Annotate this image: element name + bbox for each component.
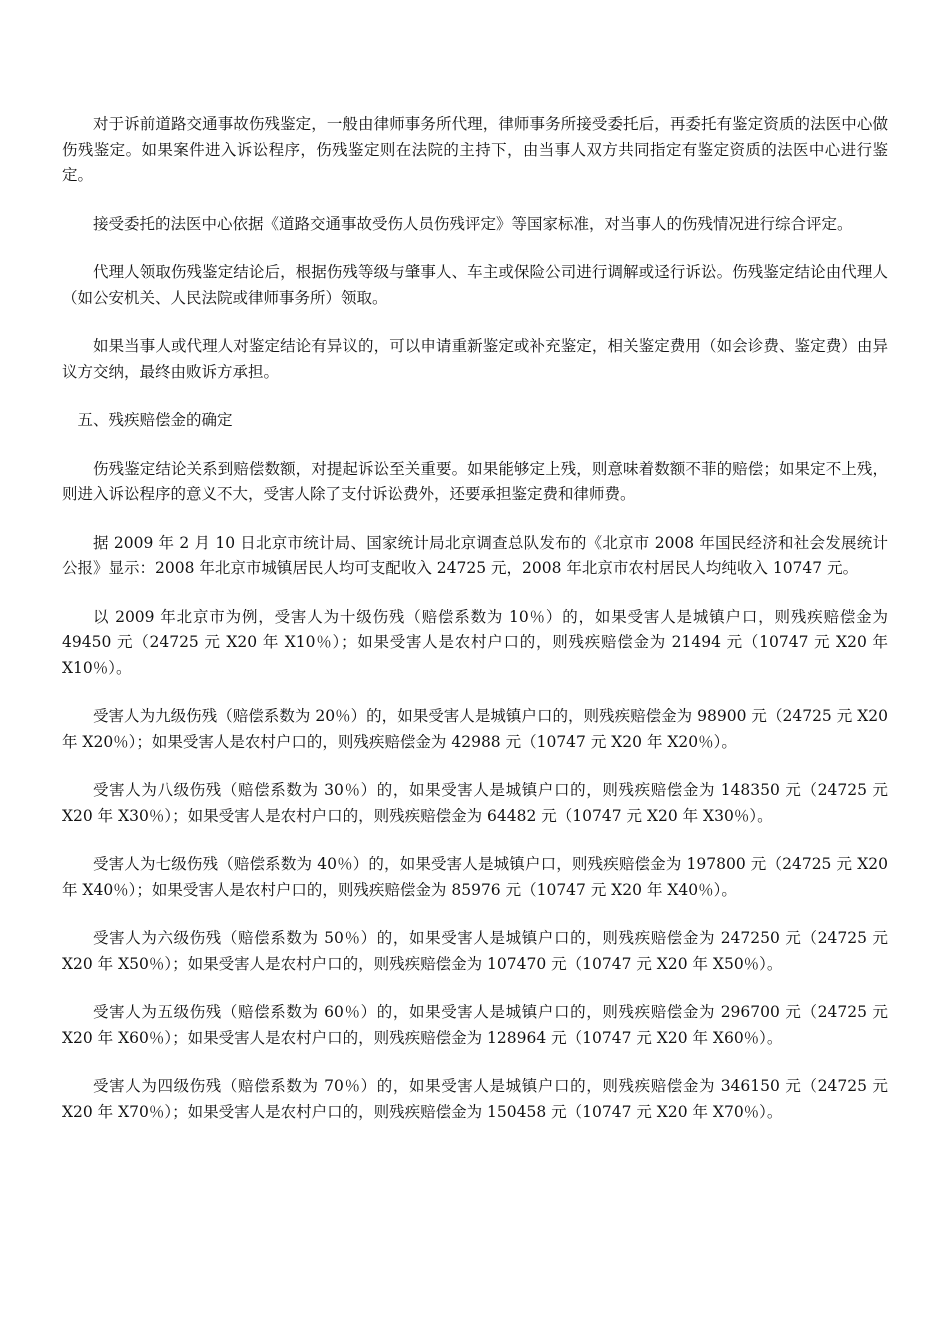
paragraph-importance-of-appraisal: 伤残鉴定结论关系到赔偿数额，对提起诉讼至关重要。如果能够定上残，则意味着数额不菲的赔偿；如果定不上残，则进入诉讼程序的意义不大，受害人除了支付诉讼费外，还要承担鉴定费和律师费。 [62,459,888,503]
paragraph-grade-4: 受害人为四级伤残（赔偿系数为 70％）的，如果受害人是城镇户口的，则残疾赔偿金为 346150 元（24725 元 X20 年 X70％）；如果受害人是农村户口的，则残疾赔偿金为 150458 元（10747 元 X20 年 X70％）。 [62,1077,888,1121]
paragraph-entrusted-appraisal: 对于诉前道路交通事故伤残鉴定，一般由律师事务所代理，律师事务所接受委托后，再委托有鉴定资质的法医中心做伤残鉴定。如果案件进入诉讼程序，伤残鉴定则在法院的主持下，由当事人双方共同指定有鉴定资质的法医中心进行鉴定。 [62,115,888,184]
document-page [62,112,888,1148]
paragraph-agent-collects-conclusion: 代理人领取伤残鉴定结论后，根据伤残等级与肇事人、车主或保险公司进行调解或迳行诉讼。伤残鉴定结论由代理人（如公安机关、人民法院或律师事务所）领取。 [62,263,888,307]
paragraph-grade-6: 受害人为六级伤残（赔偿系数为 50％）的，如果受害人是城镇户口的，则残疾赔偿金为 247250 元（24725 元 X20 年 X50％）；如果受害人是农村户口的，则残疾赔偿金为 107470 元（10747 元 X20 年 X50％）。 [62,929,888,973]
paragraph-forensic-standard: 接受委托的法医中心依据《道路交通事故受伤人员伤残评定》等国家标准，对当事人的伤残情况进行综合评定。 [93,214,853,233]
paragraph-grade-5: 受害人为五级伤残（赔偿系数为 60％）的，如果受害人是城镇户口的，则残疾赔偿金为 296700 元（24725 元 X20 年 X60％）；如果受害人是农村户口的，则残疾赔偿金为 128964 元（10747 元 X20 年 X60％）。 [62,1003,888,1047]
paragraph-grade-7: 受害人为七级伤残（赔偿系数为 40％）的，如果受害人是城镇户口，则残疾赔偿金为 197800 元（24725 元 X20 年 X40％）；如果受害人是农村户口的，则残疾赔偿金为 85976 元（10747 元 X20 年 X40％）。 [62,855,888,899]
section-heading: 五、残疾赔偿金的确定 [77,411,233,429]
paragraph-grade-8: 受害人为八级伤残（赔偿系数为 30％）的，如果受害人是城镇户口的，则残疾赔偿金为 148350 元（24725 元 X20 年 X30％）；如果受害人是农村户口的，则残疾赔偿金为 64482 元（10747 元 X20 年 X30％）。 [62,781,888,825]
paragraph-grade-10: 以 2009 年北京市为例，受害人为十级伤残（赔偿系数为 10％）的，如果受害人是城镇户口，则残疾赔偿金为 49450 元（24725 元 X20 年 X10％）；如果受害人是农村户口的，则残疾赔偿金为 21494 元（10747 元 X20 年 X10％）。 [62,607,888,677]
paragraph-beijing-income-statistics: 据 2009 年 2 月 10 日北京市统计局、国家统计局北京调查总队发布的《北京市 2008 年国民经济和社会发展统计公报》显示：2008 年北京市城镇居民人均可支配收入 24725 元，2008 年北京市农村居民人均纯收入 10747 元。 [62,533,888,577]
paragraph-grade-9: 受害人为九级伤残（赔偿系数为 20％）的，如果受害人是城镇户口的，则残疾赔偿金为 98900 元（24725 元 X20 年 X20％）；如果受害人是农村户口的，则残疾赔偿金为 42988 元（10747 元 X20 年 X20％）。 [62,707,888,751]
paragraph-objection-reappraisal: 如果当事人或代理人对鉴定结论有异议的，可以申请重新鉴定或补充鉴定，相关鉴定费用（如会诊费、鉴定费）由异议方交纳，最终由败诉方承担。 [62,337,888,381]
